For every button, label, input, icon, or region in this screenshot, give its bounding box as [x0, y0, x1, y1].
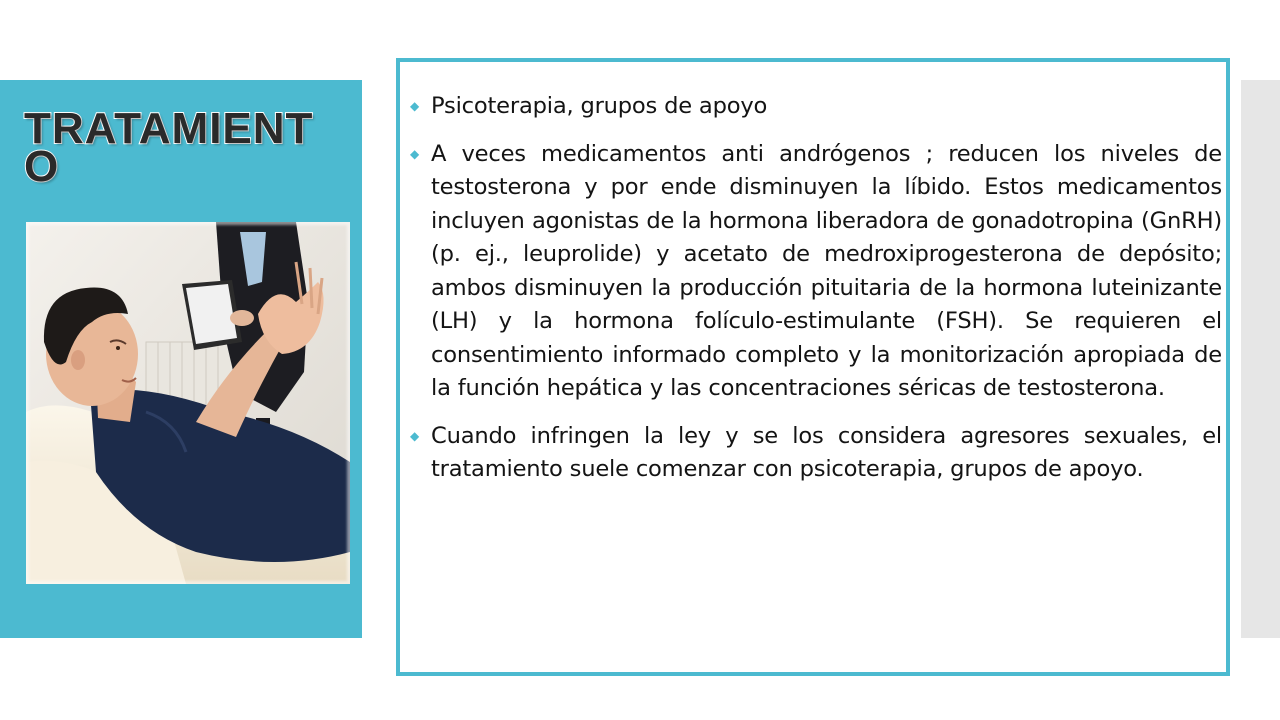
bullet-item: ◆ Cuando infringen la ley y se los considera agresores sexuales, el tratamiento suele comenzar con psicoterapia, grupos de apoyo. — [406, 420, 1222, 487]
bullet-item: ◆ Psicoterapia, grupos de apoyo — [406, 90, 1222, 124]
diamond-bullet-icon: ◆ — [410, 428, 420, 443]
bullet-item: ◆ A veces medicamentos anti andrógenos ; reducen los niveles de testosterona y por ende disminuyen la líbido. Estos medicamentos incluyen agonistas de la hormona liberadora de gonadotropina (GnRH) (p. ej., leuprolide) y acetato de medroxiprogesterona de depósito; ambos disminuyen la producción pituitaria de la hormona luteinizante (LH) y la hormona folículo-estimulante (FSH). Se requieren el consentimiento informado completo y la monitorización apropiada de la función hepática y las concentraciones séricas de testosterona. — [406, 138, 1222, 406]
diamond-bullet-icon: ◆ — [410, 99, 420, 113]
therapy-session-photo — [26, 222, 350, 584]
right-decorative-strip — [1241, 80, 1280, 638]
slide-title: TRATAMIENTO — [24, 104, 314, 191]
diamond-bullet-icon: ◆ — [410, 146, 420, 161]
bullet-list — [406, 90, 1222, 501]
content-box — [396, 58, 1230, 676]
